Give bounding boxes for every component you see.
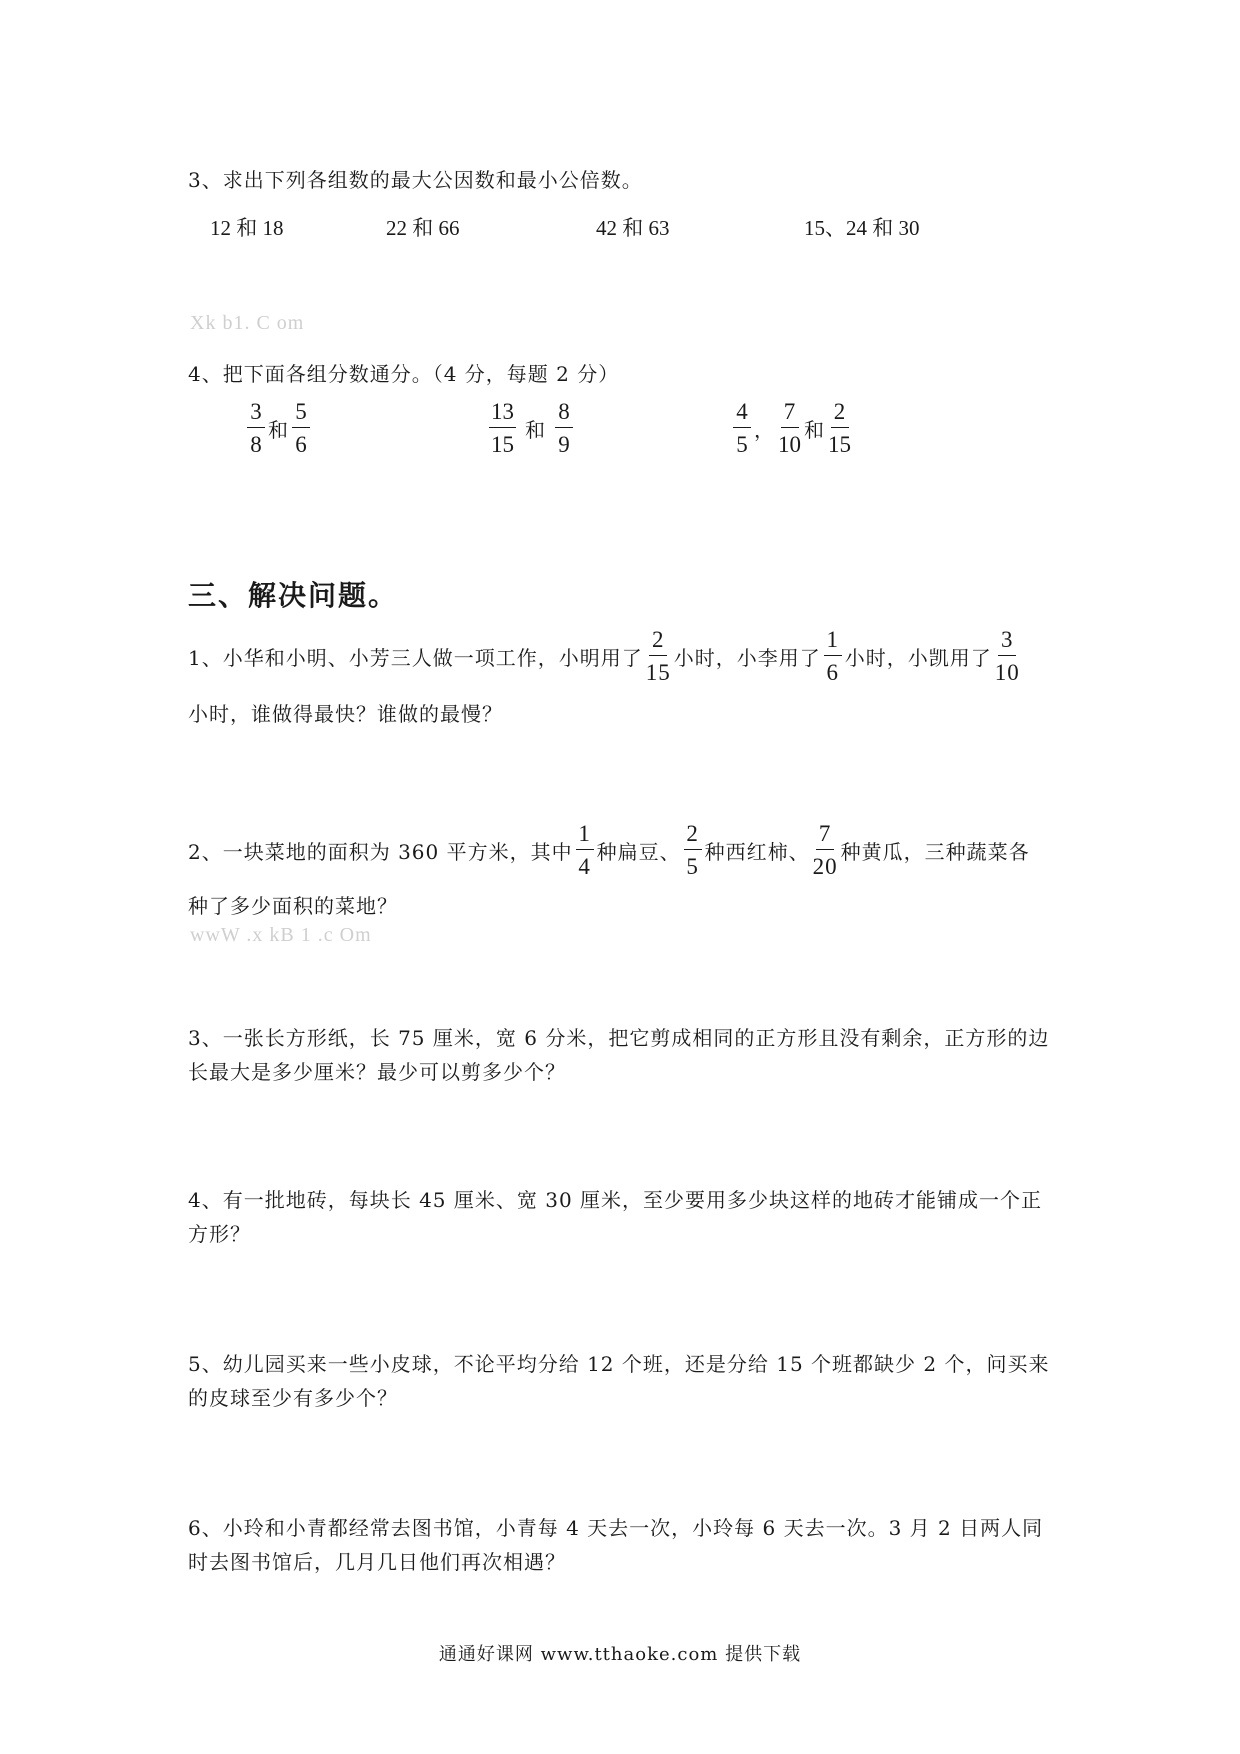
problem-2-line-2: 种了多少面积的菜地？	[188, 894, 398, 918]
fraction: $\frac{2}{15}$	[828, 399, 851, 457]
watermark-text: Xk b1. C om	[190, 312, 305, 334]
q3-title: 3、求出下列各组数的最大公因数和最小公倍数。	[188, 168, 643, 192]
section-heading: 三、解决问题。	[188, 579, 399, 612]
and-label: 和	[804, 417, 825, 442]
problem-1-line-1: 1、小华和小明、小芳三人做一项工作，小明用了 $\frac{2}{15}$ 小时，小李用了 $\frac{1}{6}$ 小时，小凯用了 $\frac{3}{10}$	[188, 627, 1020, 685]
fraction: $\frac{3}{10}$	[994, 627, 1020, 685]
page-footer: 通通好课网 www.tthaoke.com 提供下载	[438, 1644, 802, 1665]
problem-4-line-2: 方形？	[188, 1222, 251, 1246]
fraction: $\frac{8}{9}$	[555, 400, 573, 456]
q4-group-2	[486, 400, 576, 456]
q3-group-4: 15、24 和 30	[804, 216, 920, 240]
fraction: $\frac{7}{20}$	[812, 821, 838, 879]
fraction: $\frac{7}{10}$	[778, 399, 801, 457]
problem-5-line-2: 的皮球至少有多少个？	[188, 1386, 398, 1410]
problem-2-line-1: 2、一块菜地的面积为 360 平方米，其中 $\frac{1}{4}$ 种扁豆、 $\frac{2}{5}$ 种西红柿、 $\frac{7}{20}$ 种黄瓜，三种蔬菜各	[188, 821, 1030, 879]
problem-6-line-1: 6、小玲和小青都经常去图书馆，小青每 4 天去一次，小玲每 6 天去一次。3 月 2 日两人同	[188, 1516, 1044, 1540]
fraction: $\frac{2}{15}$	[645, 627, 671, 685]
and-label: 和	[268, 417, 289, 442]
fraction: $\frac{13}{15}$	[491, 399, 514, 457]
problem-3-line-1: 3、一张长方形纸，长 75 厘米，宽 6 分米，把它剪成相同的正方形且没有剩余，正方形的边	[188, 1026, 1050, 1050]
problem-1-line-2: 小时，谁做得最快？谁做的最慢？	[188, 702, 503, 726]
problem-4-line-1: 4、有一批地砖，每块长 45 厘米、宽 30 厘米，至少要用多少块这样的地砖才能铺成一个正	[188, 1188, 1043, 1212]
fraction: $\frac{1}{4}$	[576, 822, 594, 878]
fraction: $\frac{4}{5}$	[733, 400, 751, 456]
and-label: 和	[525, 417, 546, 442]
separator: ，	[754, 417, 775, 442]
fraction: $\frac{2}{5}$	[684, 822, 702, 878]
q3-group-3: 42 和 63	[596, 216, 670, 240]
q4-group-3	[730, 400, 854, 456]
q3-group-2: 22 和 66	[386, 216, 460, 240]
problem-3-line-2: 长最大是多少厘米？最少可以剪多少个？	[188, 1060, 566, 1084]
fraction: $\frac{3}{8}$	[247, 400, 265, 456]
problem-5-line-1: 5、幼儿园买来一些小皮球，不论平均分给 12 个班，还是分给 15 个班都缺少 2 个，问买来	[188, 1352, 1050, 1376]
fraction: $\frac{5}{6}$	[292, 400, 310, 456]
q4-title: 4、把下面各组分数通分。（4 分，每题 2 分）	[188, 362, 620, 386]
watermark-text: wwW .x kB 1 .c Om	[190, 924, 372, 946]
fraction: $\frac{1}{6}$	[824, 628, 842, 684]
q4-group-1	[244, 400, 313, 456]
problem-6-line-2: 时去图书馆后，几月几日他们再次相遇？	[188, 1550, 566, 1574]
q3-group-1: 12 和 18	[210, 216, 284, 240]
